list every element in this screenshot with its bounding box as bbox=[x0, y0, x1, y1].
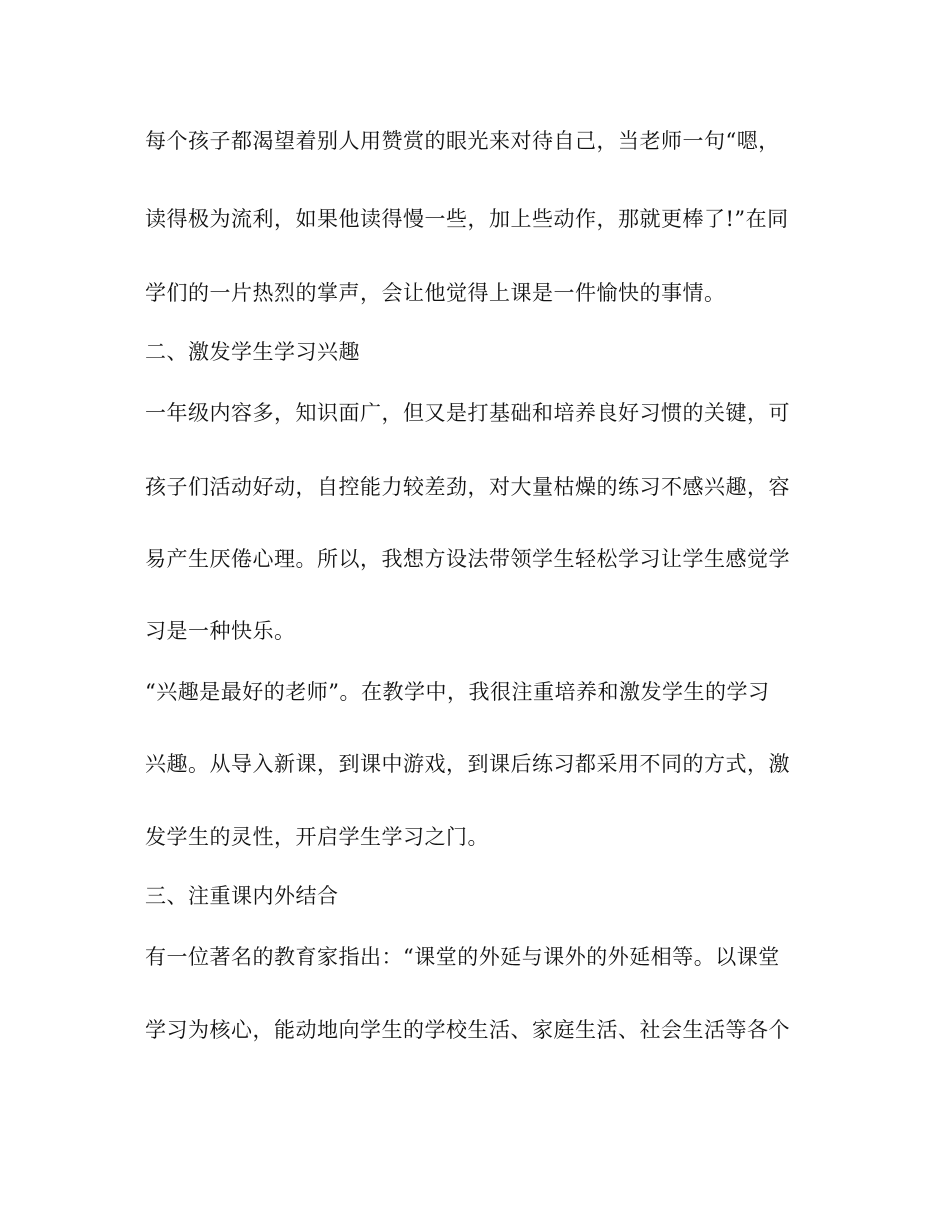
paragraph-line: 读得极为流利，如果他读得慢一些，加上些动作，那就更棒了!”在同 bbox=[145, 207, 789, 231]
paragraph-line: 每个孩子都渴望着别人用赞赏的眼光来对待自己，当老师一句“嗯， bbox=[145, 129, 780, 153]
paragraph-line: 兴趣。从导入新课，到课中游戏，到课后练习都采用不同的方式，激 bbox=[145, 752, 790, 776]
paragraph-line: 学习为核心，能动地向学生的学校生活、家庭生活、社会生活等各个 bbox=[145, 1018, 790, 1042]
paragraph-line: 有一位著名的教育家指出：“课堂的外延与课外的外延相等。以课堂 bbox=[145, 945, 780, 969]
paragraph-line: 发学生的灵性，开启学生学习之门。 bbox=[145, 825, 489, 849]
paragraph-line: 易产生厌倦心理。所以，我想方设法带领学生轻松学习让学生感觉学 bbox=[145, 547, 790, 571]
paragraph-line: 一年级内容多，知识面广，但又是打基础和培养良好习惯的关键，可 bbox=[145, 401, 790, 425]
paragraph-line: “兴趣是最好的老师”。在教学中，我很注重培养和激发学生的学习 bbox=[145, 680, 770, 704]
section-heading: 二、激发学生学习兴趣 bbox=[145, 340, 360, 364]
section-heading: 三、注重课内外结合 bbox=[145, 884, 339, 908]
paragraph-line: 习是一种快乐。 bbox=[145, 619, 296, 643]
paragraph-line: 孩子们活动好动，自控能力较差劲，对大量枯燥的练习不感兴趣，容 bbox=[145, 475, 790, 499]
paragraph-line: 学们的一片热烈的掌声，会让他觉得上课是一件愉快的事情。 bbox=[145, 281, 726, 305]
